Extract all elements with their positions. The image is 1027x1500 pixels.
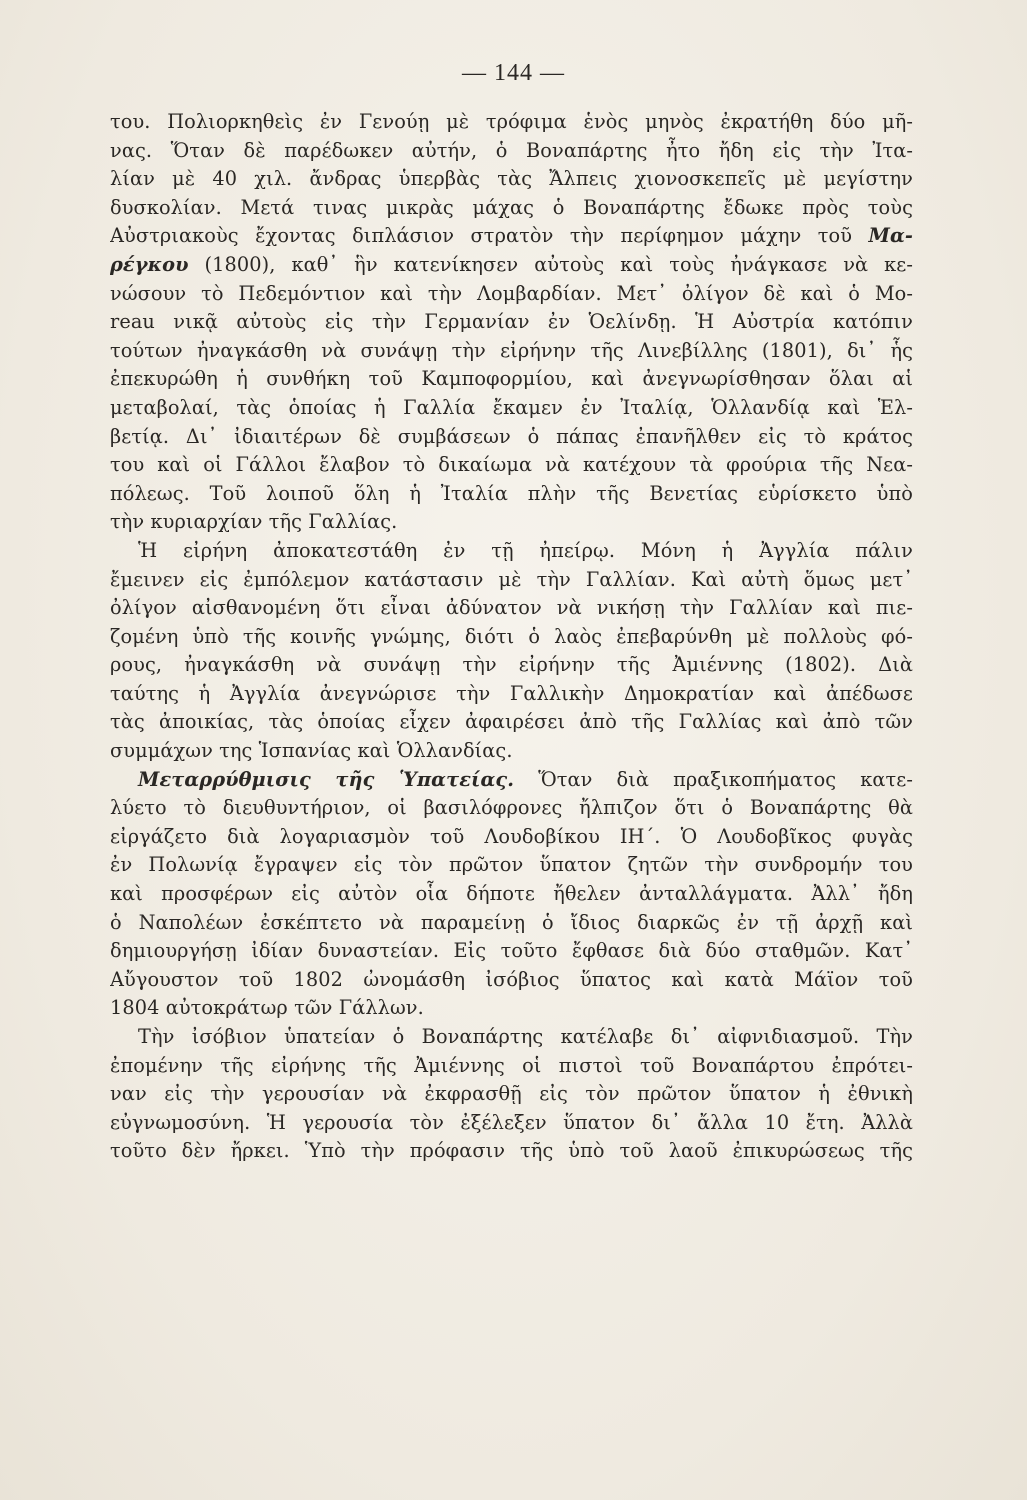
text-line: λύετο τὸ διευθυντήριον, οἱ βασιλόφρονες ἤλπιζον ὅτι ὁ Βοναπάρτης θὰ xyxy=(110,796,913,820)
body-text xyxy=(110,108,913,1166)
text-line: λίαν μὲ 40 χιλ. ἄνδρας ὑπερβὰς τὰς Ἄλπεις χιονοσκεπεῖς μὲ μεγίστην xyxy=(110,167,913,191)
text-line: τοῦτο δὲν ἤρκει. Ὑπὸ τὴν πρόφασιν τῆς ὑπὸ τοῦ λαοῦ ἐπικυρώσεως τῆς xyxy=(110,1139,913,1163)
text-line: τούτων ἠναγκάσθη νὰ συνάψῃ τὴν εἰρήνην τῆς Λινεβίλλης (1801), δι᾿ ἧς xyxy=(110,338,913,362)
text-line: τὴν κυριαρχίαν τῆς Γαλλίας. xyxy=(110,510,398,534)
text-line: Τὴν ἰσόβιον ὑπατείαν ὁ Βοναπάρτης κατέλαβε δι᾿ αἰφνιδιασμοῦ. Τὴν xyxy=(138,1025,913,1048)
text-line: ναν εἰς τὴν γερουσίαν νὰ ἐκφρασθῇ εἰς τὸν πρῶτον ὕπατον ἡ ἐθνικὴ xyxy=(110,1082,913,1106)
section-heading: Μεταρρύθμισις τῆς Ὑπατείας. xyxy=(138,767,515,791)
text-run: ρέγκου (1800), καθ᾿ ἣν κατενίκησεν αὐτοὺς καὶ τοὺς ἠνάγκασε νὰ κε- xyxy=(110,252,913,276)
text-run: Ὅταν διὰ πραξικοπήματος κατε- xyxy=(514,767,913,791)
text-line: Αὔγουστον τοῦ 1802 ὠνομάσθη ἰσόβιος ὕπατος καὶ κατὰ Μάϊον τοῦ xyxy=(110,967,913,991)
text-line: του καὶ οἱ Γάλλοι ἔλαβον τὸ δικαίωμα νὰ κατέχουν τὰ φρούρια τῆς Νεα- xyxy=(110,453,913,477)
text-line: ἐν Πολωνίᾳ ἔγραψεν εἰς τὸν πρῶτον ὕπατον ζητῶν τὴν συνδρομήν του xyxy=(110,853,913,877)
text-line: ἐπεκυρώθη ἡ συνθήκη τοῦ Καμποφορμίου, καὶ ἀνεγνωρίσθησαν ὅλαι αἱ xyxy=(110,367,913,391)
text-line: Ἡ εἰρήνη ἀποκατεστάθη ἐν τῇ ἠπείρῳ. Μόνη ἡ Ἀγγλία πάλιν xyxy=(138,538,913,562)
text-line xyxy=(110,222,913,251)
text-line: δημιουργήσῃ ἰδίαν δυναστείαν. Εἰς τοῦτο ἔφθασε διὰ δύο σταθμῶν. Κατ᾿ xyxy=(110,939,913,963)
text-line: ὁ Ναπολέων ἐσκέπτετο νὰ παραμείνῃ ὁ ἴδιος διαρκῶς ἐν τῇ ἀρχῇ καὶ xyxy=(110,910,913,934)
text-line: 1804 αὐτοκράτωρ τῶν Γάλλων. xyxy=(110,996,424,1020)
text-line xyxy=(110,766,913,795)
text-line: νώσουν τὸ Πεδεμόντιον καὶ τὴν Λομβαρδίαν. Μετ᾿ ὀλίγον δὲ καὶ ὁ Mo- xyxy=(110,281,913,305)
text-line: ἔμεινεν εἰς ἐμπόλεμον κατάστασιν μὲ τὴν Γαλλίαν. Καὶ αὐτὴ ὅμως μετ᾿ xyxy=(110,567,913,591)
text-line: ὀλίγον αἰσθανομένη ὅτι εἶναι ἀδύνατον νὰ νικήσῃ τὴν Γαλλίαν καὶ πιε- xyxy=(110,596,913,620)
text-line: του. Πολιορκηθεὶς ἐν Γενούῃ μὲ τρόφιμα ἑνὸς μηνὸς ἐκρατήθη δύο μῆ- xyxy=(110,110,913,133)
emphasized-term: ρέγκου xyxy=(110,252,189,276)
text-line: συμμάχων της Ἱσπανίας καὶ Ὁλλανδίας. xyxy=(110,739,513,763)
text-line: reau νικᾷ αὐτοὺς εἰς τὴν Γερμανίαν ἐν Ὁελίνδῃ. Ἡ Αὐστρία κατόπιν xyxy=(110,310,913,334)
text-line: ἐπομένην τῆς εἰρήνης τῆς Ἀμιέννης οἱ πιστοὶ τοῦ Βοναπάρτου ἐπρότει- xyxy=(110,1053,913,1077)
text-line: δυσκολίαν. Μετά τινας μικρὰς μάχας ὁ Βοναπάρτης ἔδωκε πρὸς τοὺς xyxy=(110,195,913,219)
text-line: τὰς ἀποικίας, τὰς ὁποίας εἶχεν ἀφαιρέσει ἀπὸ τῆς Γαλλίας καὶ ἀπὸ τῶν xyxy=(110,710,913,734)
text-line: εἰργάζετο διὰ λογαριασμὸν τοῦ Λουδοβίκου ΙΗ΄. Ὁ Λουδοβῖκος φυγὰς xyxy=(110,824,913,848)
text-line: βετίᾳ. Δι᾿ ἰδιαιτέρων δὲ συμβάσεων ὁ πάπας ἐπανῆλθεν εἰς τὸ κράτος xyxy=(110,424,913,448)
text-line: ζομένη ὑπὸ τῆς κοινῆς γνώμης, διότι ὁ λαὸς ἐπεβαρύνθη μὲ πολλοὺς φό- xyxy=(110,624,913,648)
text-line: πόλεως. Τοῦ λοιποῦ ὅλη ἡ Ἰταλία πλὴν τῆς Βενετίας εὑρίσκετο ὑπὸ xyxy=(110,481,913,505)
page-number: — 144 — xyxy=(462,60,565,86)
text-line xyxy=(110,251,913,280)
text-line: νας. Ὅταν δὲ παρέδωκεν αὐτήν, ὁ Βοναπάρτης ἦτο ἤδη εἰς τὴν Ἰτα- xyxy=(110,138,913,162)
text-line: εὐγνωμοσύνη. Ἡ γερουσία τὸν ἐξέλεξεν ὕπατον δι᾿ ἄλλα 10 ἔτη. Ἀλλὰ xyxy=(110,1110,913,1134)
text-line: ταύτης ἡ Ἀγγλία ἀνεγνώρισε τὴν Γαλλικὴν Δημοκρατίαν καὶ ἀπέδωσε xyxy=(110,681,913,705)
text-line: ρους, ἠναγκάσθη νὰ συνάψῃ τὴν εἰρήνην τῆς Ἀμιέννης (1802). Διὰ xyxy=(110,653,913,677)
text-line: καὶ προσφέρων εἰς αὐτὸν οἷα δήποτε ἤθελεν ἀνταλλάγματα. Ἀλλ᾿ ἤδη xyxy=(110,882,913,906)
emphasized-term: Μα- xyxy=(868,224,913,248)
text-line: μεταβολαί, τὰς ὁποίας ἡ Γαλλία ἔκαμεν ἐν Ἰταλίᾳ, Ὁλλανδίᾳ καὶ Ἑλ- xyxy=(110,395,913,419)
text-run: Αὐστριακοὺς ἔχοντας διπλάσιον στρατὸν τὴν περίφημον μάχην τοῦ Μα- xyxy=(110,224,913,248)
